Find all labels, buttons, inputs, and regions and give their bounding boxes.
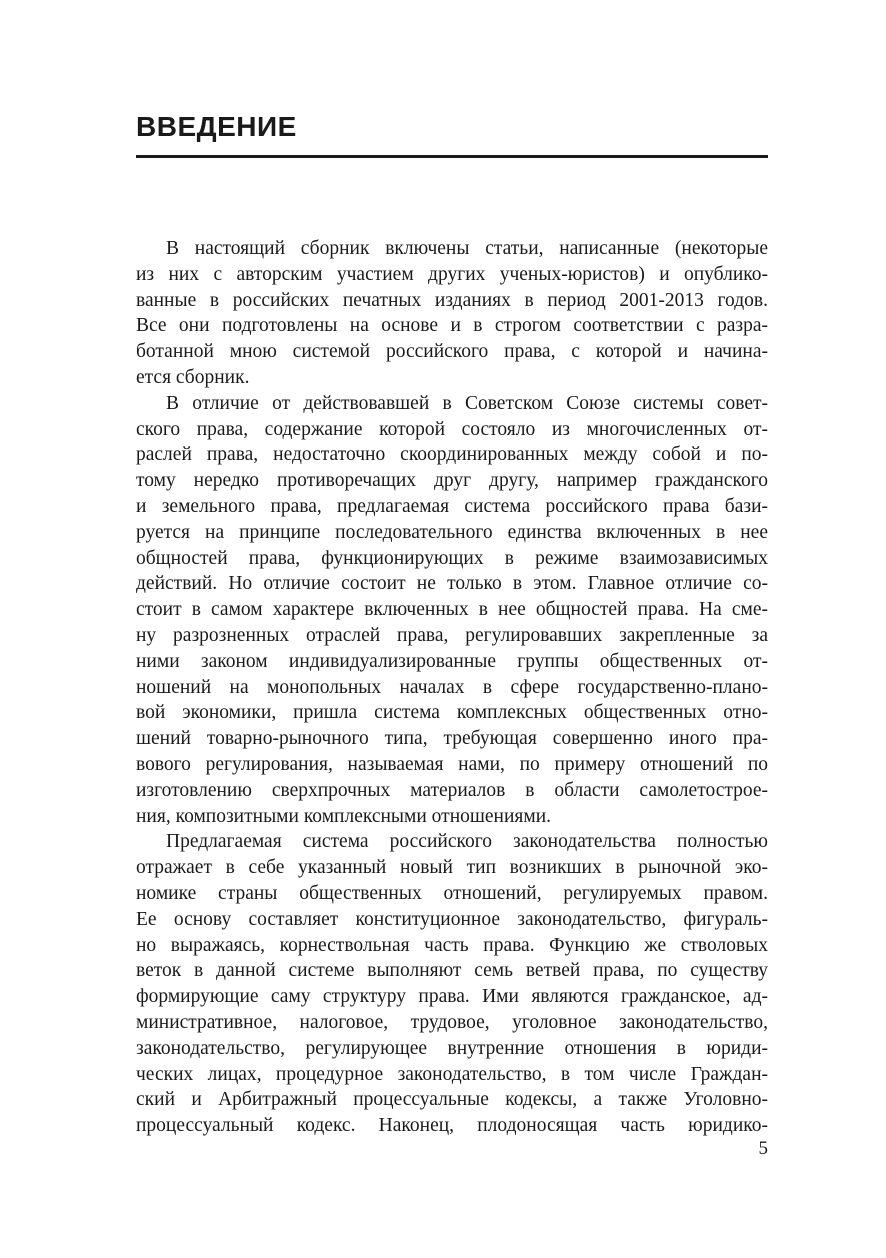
text-line: В отличие от действовавшей в Советском Союзе системы совет-	[166, 392, 768, 414]
text-line: ванные в российских печатных изданиях в период 2001-2013 годов.	[136, 289, 768, 311]
text-line: но выражаясь, корнествольная часть права. Функцию же стволовых	[136, 934, 768, 956]
text-line: Все они подготовлены на основе и в строгом соответствии с разра-	[136, 315, 768, 337]
text-line: ского права, содержание которой состояло из многочисленных от-	[136, 418, 768, 440]
text-line: ботанной мною системой российского права, с которой и начина-	[136, 341, 768, 363]
text-line: отражает в себе указанный новый тип возникших в рыночной эко-	[136, 857, 768, 879]
text-line: министративное, налоговое, трудовое, уголовное законодательство,	[136, 1011, 768, 1033]
text-line: изготовлению сверхпрочных материалов в области самолетострое-	[136, 779, 768, 801]
text-line: Ее основу составляет конституционное законодательство, фигураль-	[136, 908, 768, 930]
text-line: ними законом индивидуализированные группы общественных от-	[136, 650, 768, 672]
text-line: вового регулирования, называемая нами, по примеру отношений по	[136, 753, 768, 775]
paragraph-2	[136, 391, 768, 830]
text-line: действий. Но отличие состоит не только в этом. Главное отличие со-	[136, 573, 768, 595]
text-line: В настоящий сборник включены статьи, написанные (некоторые	[166, 238, 768, 259]
text-line: и земельного права, предлагаемая система российского права бази-	[136, 495, 768, 517]
text-line: ния, композитными комплексными отношениями.	[136, 805, 552, 827]
text-line: процессуальный кодекс. Наконец, плодоносящая часть юридико-	[136, 1115, 768, 1137]
text-line: вой экономики, пришла система комплексных общественных отно-	[136, 702, 768, 724]
text-line: руется на принципе последовательного единства включенных в нее	[136, 521, 768, 543]
text-line: ну разрозненных отраслей права, регулировавших закрепленные за	[136, 624, 768, 646]
page-number: 5	[758, 1138, 768, 1159]
text-line: ношений на монопольных началах в сфере государственно-плано-	[136, 676, 768, 698]
text-line: раслей права, недостаточно скоординированных между собой и по-	[136, 444, 768, 466]
text-line: ческих лицах, процедурное законодательство, в том числе Граждан-	[136, 1063, 768, 1085]
text-line: формирующие саму структуру права. Ими являются гражданское, ад-	[136, 986, 768, 1008]
text-line: тому нередко противоречащих друг другу, например гражданского	[136, 470, 768, 492]
text-line: законодательство, регулирующее внутренние отношения в юриди-	[136, 1037, 768, 1059]
text-line: ется сборник.	[136, 366, 250, 388]
text-line: шений товарно-рыночного типа, требующая совершенно иного пра-	[136, 728, 768, 750]
text-line: ский и Арбитражный процессуальные кодексы, а также Уголовно-	[136, 1089, 768, 1111]
text-line: из них с авторским участием других ученых-юристов) и опублико-	[136, 263, 768, 285]
paragraph-3	[136, 829, 768, 1139]
text-line: Предлагаемая система российского законодательства полностью	[166, 831, 768, 853]
text-line: стоит в самом характере включенных в нее общностей права. На сме-	[136, 599, 768, 621]
heading-underline	[136, 155, 768, 158]
chapter-heading: ВВЕДЕНИЕ	[136, 111, 297, 142]
paragraph-1	[136, 236, 768, 391]
body-text	[136, 236, 768, 1139]
text-line: веток в данной системе выполняют семь ветвей права, по существу	[136, 960, 768, 982]
text-line: номике страны общественных отношений, регулируемых правом.	[136, 882, 768, 904]
text-line: общностей права, функционирующих в режиме взаимозависимых	[136, 547, 768, 569]
